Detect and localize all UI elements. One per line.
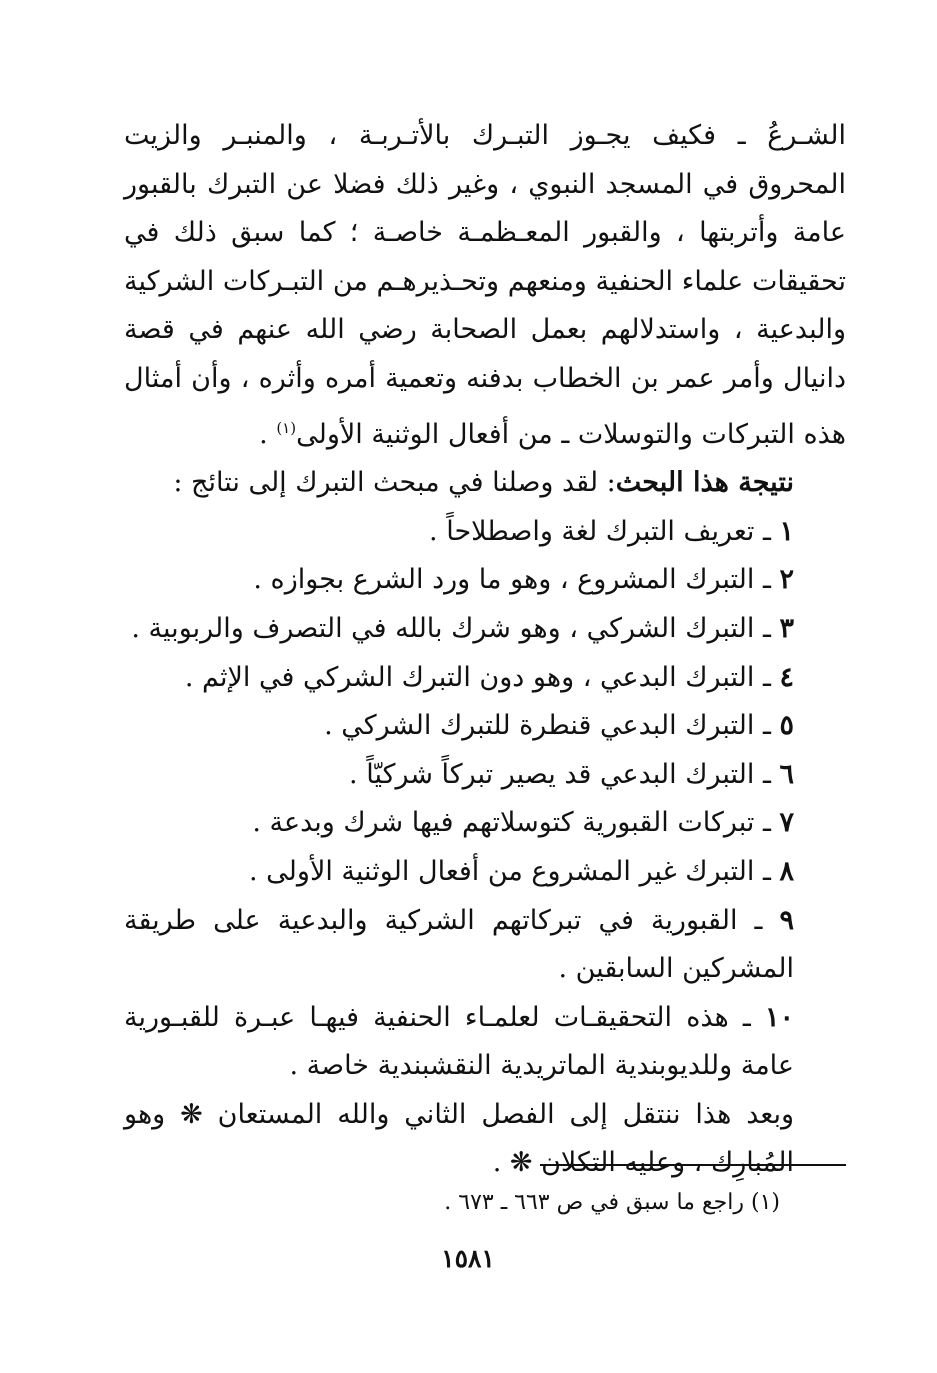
result-text: ـ التبرك البدعي قد يصير تبركاً شركيّاً . [349,758,780,790]
result-item [124,799,846,848]
intro-text: الشـرعُ ـ فكيف يجـوز التبـرك بالأتـربـة ، والمنبـر والزيت المحروق في المسجد النبوي ، وغير ذلك فضلا عن التبرك بالقبور عامة وأتربتها ، والقبور المعـظمـة خاصـة ؛ كما سبق ذلك في تحقيقات علماء الحنفية ومنعهم وتحـذيرهـم من التبـركات الشركية والبدعية ، واستدلالهم بعمل الصحابة رضي الله عنهم في قصة دانيال وأمر عمر بن الخطاب بدفنه وتعمية أمره وأثره ، وأن أمثال هذه التبركات والتوسلات ـ من أفعال الوثنية الأولى [124,120,846,450]
result-number: ١ [779,515,794,547]
result-text: ـ التبرك البدعي ، وهو دون التبرك الشركي في الإثم . [184,661,780,693]
result-number: ٢ [779,564,794,596]
result-item [124,702,846,751]
result-item [124,897,846,994]
result-number: ٦ [779,758,794,790]
closing-paragraph: وبعد هذا ننتقل إلى الفصل الثاني والله المستعان ❋ وهو المُبارِك ، وعليه التكلان ❋ . [124,1098,794,1179]
result-text: ـ هذه التحقيقـات لعلمـاء الحنفية فيهـا عبـرة للقبـورية عامة وللديوبندية الماتريدية النقشبندية خاصة . [124,1001,794,1082]
result-item [124,605,846,654]
result-number: ٧ [779,807,794,839]
result-text: ـ القبورية في تبركاتهم الشركية والبدعية على طريقة المشركين السابقين . [124,904,794,985]
result-number: ٩ [779,904,794,936]
intro-paragraph [124,112,846,459]
result-text: ـ تعريف التبرك لغة واصطلاحاً . [429,515,780,547]
result-number: ٤ [779,661,794,693]
result-number: ٨ [779,855,794,887]
result-item [124,994,846,1091]
result-text: ـ التبرك غير المشروع من أفعال الوثنية الأولى . [249,855,780,887]
result-item [124,508,846,557]
result-number: ٣ [779,612,794,644]
result-item [124,848,846,897]
result-text: ـ التبرك المشروع ، وهو ما ورد الشرع بجوازه . [253,564,780,596]
footnote-reference: (١) [276,418,297,437]
body-text [124,112,846,1188]
result-heading [124,459,846,508]
footnote: (١) راجع ما سبق في ص ٦٦٣ ـ ٦٧٣ . [444,1190,780,1215]
result-text: ـ التبرك الشركي ، وهو شرك بالله في التصرف والربوبية . [131,612,780,644]
result-heading-text: : لقد وصلنا في مبحث التبرك إلى نتائج : [173,467,616,499]
result-text: ـ التبرك البدعي قنطرة للتبرك الشركي . [324,710,780,742]
result-heading-label: نتيجة هذا البحث [615,467,794,499]
page-number: ١٥٨١ [441,1244,495,1273]
result-item [124,751,846,800]
intro-end: . [259,418,277,450]
footnote-divider [540,1164,846,1166]
result-item [124,654,846,703]
result-text: ـ تبركات القبورية كتوسلاتهم فيها شرك وبدعة . [252,807,780,839]
result-number: ٥ [779,710,794,742]
result-item [124,556,846,605]
result-number: ١٠ [764,1001,794,1033]
